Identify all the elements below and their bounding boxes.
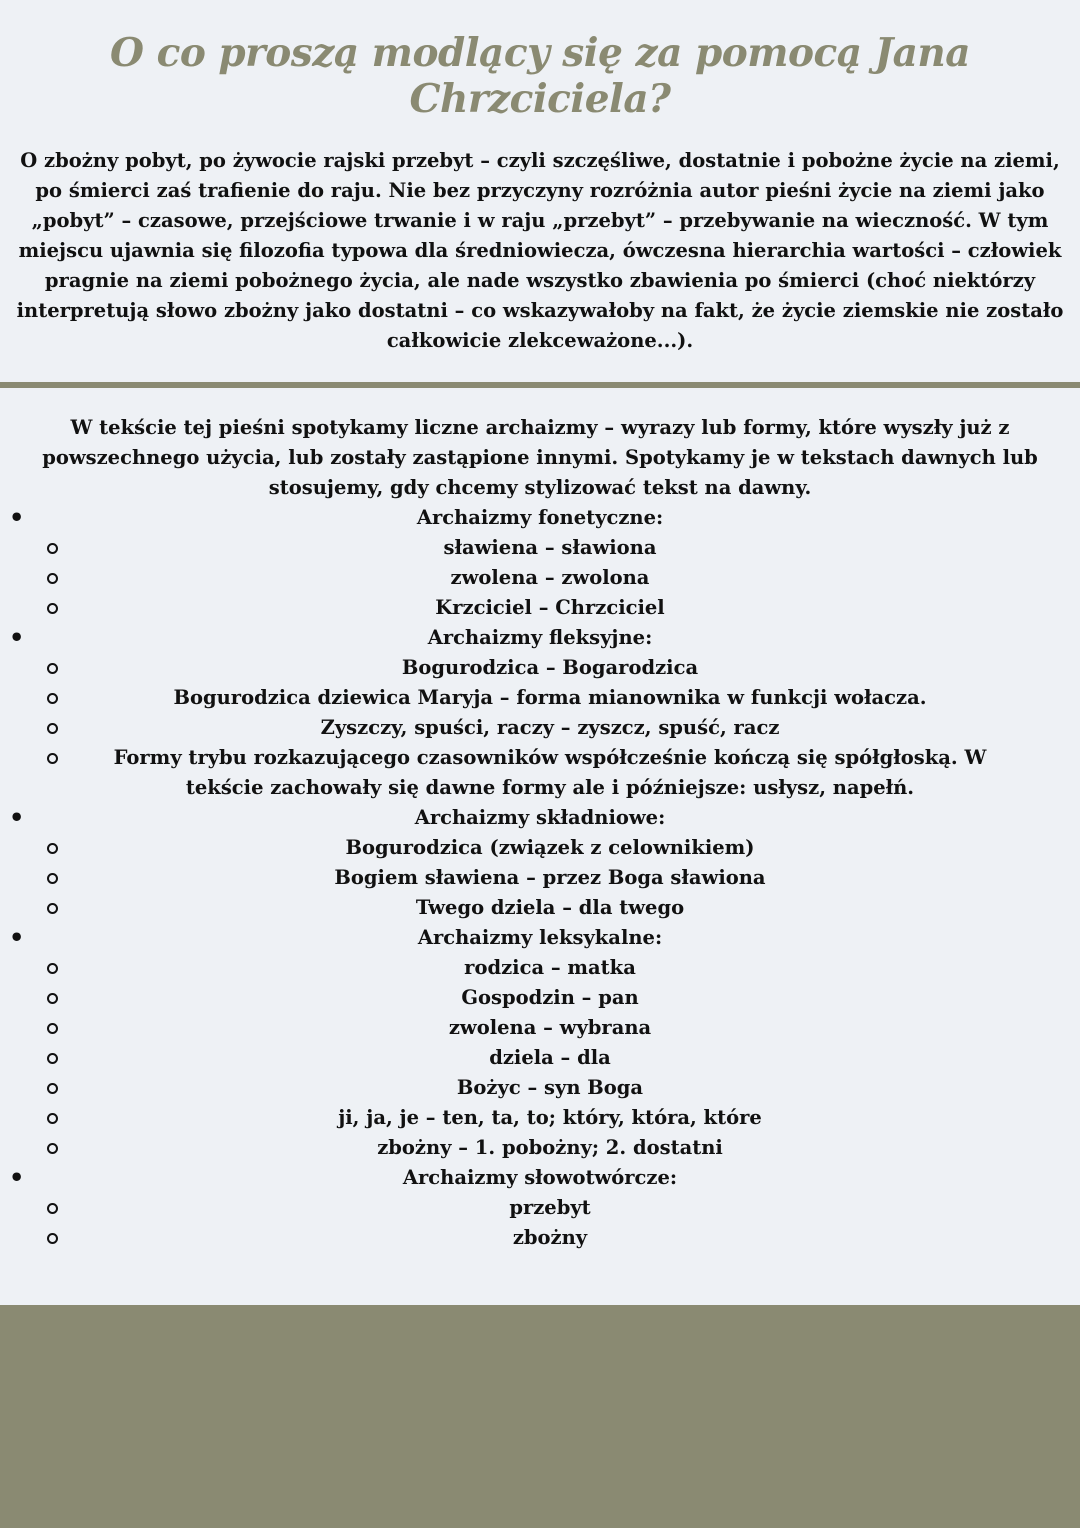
list-item: Gospodzin – pan — [0, 983, 1080, 1013]
category-items — [0, 1193, 1080, 1253]
bullet-disc-icon: • — [9, 803, 25, 832]
list-item: rodzica – matka — [0, 953, 1080, 983]
list-item: sławiena – sławiona — [0, 533, 1080, 563]
list-item: zbożny — [0, 1223, 1080, 1253]
page-title: O co proszą modlący się za pomocą Jana Chrzciciela? — [110, 30, 970, 122]
category-inflectional — [0, 623, 1080, 803]
intro-paragraph: O zbożny pobyt, po żywocie rajski przebyt – czyli szczęśliwe, dostatnie i pobożne życie na ziemi, po śmierci zaś trafienie do raju. Nie bez przyczyny rozróżnia autor pieśni życie na ziemi jako „pobyt” – czasowe, przejściowe trwanie i w raju „przebyt” – przebywanie na wieczność. W tym miejscu ujawnia się filozofia typowa dla średniowiecza, ówczesna hierarchia wartości – człowiek pragnie na ziemi pobożnego życia, ale nade wszystko zbawienia po śmierci (choć niektórzy interpretują słowo zbożny jako dostatni – co wskazywałoby na fakt, że życie ziemskie nie zostało całkowicie zlekceważone...). — [16, 149, 1064, 352]
bullet-disc-icon: • — [9, 1163, 25, 1192]
category-label: Archaizmy składniowe: — [414, 806, 666, 829]
bullet-circle-icon — [47, 663, 58, 674]
bullet-disc-icon: • — [9, 623, 25, 652]
category-label: Archaizmy fonetyczne: — [416, 506, 664, 529]
category-syntactic — [0, 803, 1080, 923]
bullet-circle-icon — [47, 543, 58, 554]
list-item: Bogurodzica (związek z celownikiem) — [0, 833, 1080, 863]
category-label: Archaizmy fleksyjne: — [427, 626, 653, 649]
list-item: Krzciciel – Chrzciciel — [0, 593, 1080, 623]
bullet-circle-icon — [47, 1083, 58, 1094]
bullet-circle-icon — [47, 1233, 58, 1244]
bullet-circle-icon — [47, 723, 58, 734]
bullet-circle-icon — [47, 693, 58, 704]
list-item: przebyt — [0, 1193, 1080, 1223]
bullet-circle-icon — [47, 573, 58, 584]
list-item: Bożyc – syn Boga — [0, 1073, 1080, 1103]
bullet-circle-icon — [47, 963, 58, 974]
list-item: zbożny – 1. pobożny; 2. dostatni — [0, 1133, 1080, 1163]
bullet-circle-icon — [47, 1143, 58, 1154]
bullet-circle-icon — [47, 1053, 58, 1064]
list-item: ji, ja, je – ten, ta, to; który, która, które — [0, 1103, 1080, 1133]
category-items — [0, 833, 1080, 923]
bullet-circle-icon — [47, 1203, 58, 1214]
bullet-circle-icon — [47, 753, 58, 764]
category-items — [0, 653, 1080, 803]
bullet-circle-icon — [47, 873, 58, 884]
archaisms-list — [0, 503, 1080, 1253]
category-label: Archaizmy leksykalne: — [417, 926, 663, 949]
bullet-circle-icon — [47, 1023, 58, 1034]
list-item: Bogiem sławiena – przez Boga sławiona — [0, 863, 1080, 893]
section-divider — [0, 382, 1080, 388]
list-item: zwolena – zwolona — [0, 563, 1080, 593]
category-items — [0, 953, 1080, 1163]
list-item: zwolena – wybrana — [0, 1013, 1080, 1043]
category-word-formation — [0, 1163, 1080, 1253]
list-item: Zyszczy, spuści, raczy – zyszcz, spuść, racz — [0, 713, 1080, 743]
archaisms-intro-paragraph: W tekście tej pieśni spotykamy liczne archaizmy – wyrazy lub formy, które wyszły już z powszechnego użycia, lub zostały zastąpione innymi. Spotykamy je w tekstach dawnych lub stosujemy, gdy chcemy stylizować tekst na dawny. — [42, 416, 1038, 499]
footer-band — [0, 1305, 1080, 1528]
bullet-circle-icon — [47, 903, 58, 914]
bullet-circle-icon — [47, 603, 58, 614]
list-item: Bogurodzica – Bogarodzica — [0, 653, 1080, 683]
category-items — [0, 533, 1080, 623]
list-item: Twego dziela – dla twego — [0, 893, 1080, 923]
bullet-circle-icon — [47, 993, 58, 1004]
list-item: dziela – dla — [0, 1043, 1080, 1073]
bullet-disc-icon: • — [9, 503, 25, 532]
category-phonetic — [0, 503, 1080, 623]
bullet-circle-icon — [47, 1113, 58, 1124]
bullet-circle-icon — [47, 843, 58, 854]
category-label: Archaizmy słowotwórcze: — [402, 1166, 678, 1189]
category-lexical — [0, 923, 1080, 1163]
bullet-disc-icon: • — [9, 923, 25, 952]
list-item: Formy trybu rozkazującego czasowników współcześnie kończą się spółgłoską. W tekście zachowały się dawne formy ale i późniejsze: usłysz, napełń. — [0, 743, 1080, 803]
list-item: Bogurodzica dziewica Maryja – forma mianownika w funkcji wołacza. — [0, 683, 1080, 713]
